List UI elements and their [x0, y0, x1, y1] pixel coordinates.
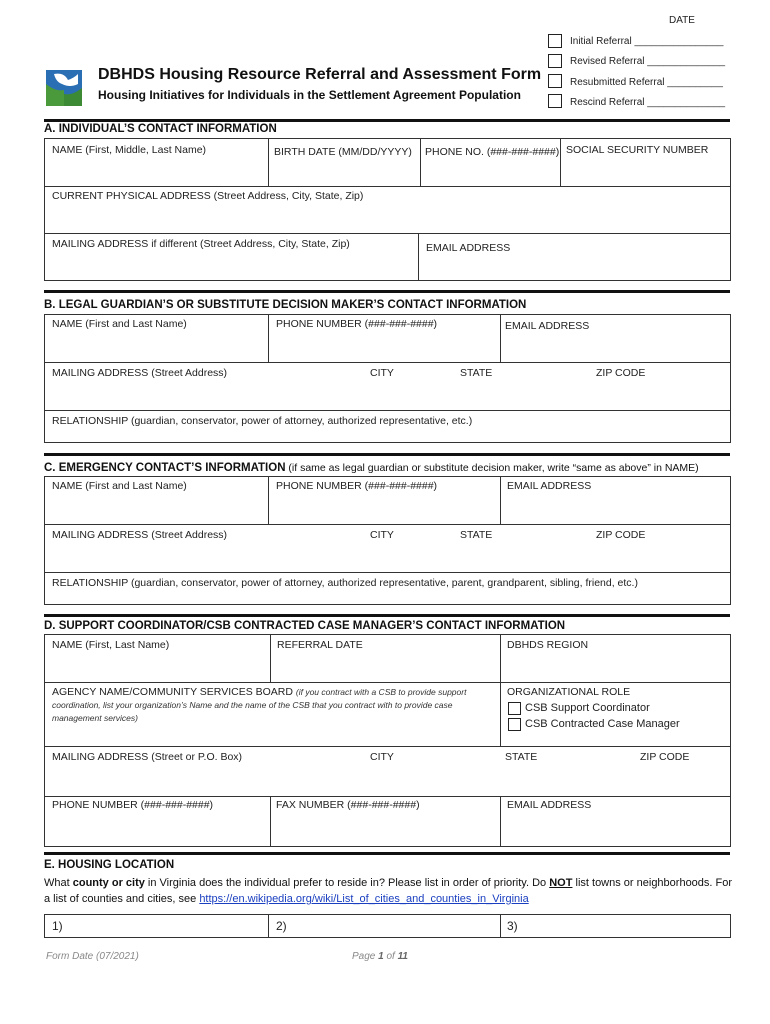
divider	[44, 186, 731, 187]
housing-choices-table	[44, 914, 731, 938]
emergency-city-field[interactable]: CITY	[370, 529, 394, 541]
emergency-email-field[interactable]: EMAIL ADDRESS	[507, 480, 592, 492]
csb-contracted-case-manager-label: CSB Contracted Case Manager	[525, 718, 680, 730]
instructions-text: in Virginia does the individual prefer to reside in? Please list in order of priority. Do	[144, 877, 550, 889]
divider	[268, 914, 269, 938]
page-number	[352, 951, 408, 962]
section-e-heading: E. HOUSING LOCATION	[44, 859, 175, 871]
emergency-relationship-field[interactable]: RELATIONSHIP (guardian, conservator, power of attorney, authorized representative, parent, grandparent, sibling, friend, etc.)	[52, 577, 638, 589]
divider	[500, 314, 501, 362]
individual-email-field[interactable]: EMAIL ADDRESS	[426, 242, 511, 254]
emergency-state-field[interactable]: STATE	[460, 529, 493, 541]
coordinator-city-field[interactable]: CITY	[370, 751, 394, 763]
csb-support-coordinator-label: CSB Support Coordinator	[525, 702, 650, 714]
divider	[44, 572, 731, 573]
divider	[270, 796, 271, 847]
csb-support-coordinator-checkbox[interactable]	[508, 702, 521, 715]
resubmitted-referral-checkbox[interactable]	[548, 74, 562, 88]
revised-referral-label: Revised Referral ______________	[570, 56, 726, 67]
divider	[420, 138, 421, 186]
coordinator-zip-field[interactable]: ZIP CODE	[640, 751, 690, 763]
guardian-mailing-field[interactable]: MAILING ADDRESS (Street Address)	[52, 367, 228, 379]
divider	[270, 634, 271, 682]
agency-name-field[interactable]	[52, 686, 496, 725]
guardian-city-field[interactable]: CITY	[370, 367, 394, 379]
coordinator-state-field[interactable]: STATE	[505, 751, 538, 763]
divider	[44, 746, 731, 747]
guardian-relationship-field[interactable]: RELATIONSHIP (guardian, conservator, power of attorney, authorized representative, etc.)	[52, 415, 473, 427]
divider	[268, 476, 269, 524]
divider	[268, 314, 269, 362]
coordinator-email-field[interactable]: EMAIL ADDRESS	[507, 799, 592, 811]
individual-phone-field[interactable]: PHONE NO. (###-###-####)	[425, 146, 560, 158]
individual-physical-address-field[interactable]: CURRENT PHYSICAL ADDRESS (Street Address, City, State, Zip)	[52, 190, 364, 202]
section-a-heading: A. INDIVIDUAL’S CONTACT INFORMATION	[44, 123, 277, 135]
section-d-rule	[44, 614, 730, 617]
coordinator-fax-field[interactable]: FAX NUMBER (###-###-####)	[276, 799, 420, 811]
instructions-text: list towns or neighborhoods. For a list of counties and cities, see	[44, 877, 733, 905]
section-c-note: (if same as legal guardian or substitute decision maker, write “same as above” in NAME)	[285, 462, 699, 474]
not-emphasis: NOT	[549, 877, 573, 889]
guardian-name-field[interactable]: NAME (First and Last Name)	[52, 318, 187, 330]
instructions-text: What	[44, 877, 73, 889]
revised-referral-checkbox[interactable]	[548, 54, 562, 68]
page-total: 11	[397, 951, 408, 962]
referral-date-field[interactable]: REFERRAL DATE	[277, 639, 363, 651]
county-or-city-emphasis: county or city	[72, 877, 145, 889]
form-date: Form Date (07/2021)	[46, 951, 139, 962]
section-e-rule	[44, 852, 730, 855]
section-b-rule	[44, 290, 730, 293]
section-d-heading: D. SUPPORT COORDINATOR/CSB CONTRACTED CASE MANAGER’S CONTACT INFORMATION	[44, 620, 566, 632]
section-a-rule	[44, 119, 730, 122]
section-c-rule	[44, 453, 730, 456]
divider	[268, 138, 269, 186]
wikipedia-link[interactable]: https://en.wikipedia.org/wiki/List_of_cities_and_counties_in_Virginia	[199, 893, 529, 905]
resubmitted-referral-label: Resubmitted Referral __________	[570, 77, 723, 88]
housing-choice-2-field[interactable]: 2)	[276, 919, 287, 933]
org-role-label: ORGANIZATIONAL ROLE	[507, 686, 631, 698]
divider	[500, 796, 501, 847]
guardian-email-field[interactable]: EMAIL ADDRESS	[505, 320, 590, 332]
section-c-heading	[44, 462, 699, 474]
individual-birth-date-field[interactable]: BIRTH DATE (MM/DD/YYYY)	[274, 146, 412, 158]
housing-choice-3-field[interactable]: 3)	[507, 919, 518, 933]
section-d-table	[44, 634, 731, 847]
dbhds-logo-icon	[46, 70, 82, 106]
coordinator-mailing-field[interactable]: MAILING ADDRESS (Street or P.O. Box)	[52, 751, 243, 763]
date-label: DATE	[669, 15, 695, 26]
individual-name-field[interactable]: NAME (First, Middle, Last Name)	[52, 144, 207, 156]
divider	[500, 476, 501, 524]
divider	[418, 233, 419, 281]
initial-referral-label: Initial Referral ________________	[570, 36, 724, 47]
divider	[44, 682, 731, 683]
housing-choice-1-field[interactable]: 1)	[52, 919, 63, 933]
divider	[44, 362, 731, 363]
divider	[500, 914, 501, 938]
divider	[500, 634, 501, 746]
section-a-table	[44, 138, 731, 281]
individual-ssn-field[interactable]: SOCIAL SECURITY NUMBER	[566, 144, 709, 156]
divider	[44, 524, 731, 525]
agency-note: (if you contract with a CSB to provide support coordination, list your organization’s Name and the name of the CSB that you contract with to provide case management services)	[52, 687, 467, 723]
emergency-phone-field[interactable]: PHONE NUMBER (###-###-####)	[276, 480, 438, 492]
page-mid: of	[383, 951, 398, 962]
guardian-state-field[interactable]: STATE	[460, 367, 493, 379]
divider	[44, 410, 731, 411]
page-prefix: Page	[352, 951, 379, 962]
divider	[560, 138, 561, 186]
csb-contracted-case-manager-checkbox[interactable]	[508, 718, 521, 731]
dbhds-region-field[interactable]: DBHDS REGION	[507, 639, 589, 651]
page-current: 1	[378, 951, 384, 962]
form-subtitle: Housing Initiatives for Individuals in the Settlement Agreement Population	[98, 88, 521, 102]
section-b-heading: B. LEGAL GUARDIAN’S OR SUBSTITUTE DECISION MAKER’S CONTACT INFORMATION	[44, 299, 527, 311]
divider	[44, 233, 731, 234]
divider	[44, 796, 731, 797]
rescind-referral-label: Rescind Referral ______________	[570, 97, 726, 108]
emergency-mailing-field[interactable]: MAILING ADDRESS (Street Address)	[52, 529, 228, 541]
initial-referral-checkbox[interactable]	[548, 34, 562, 48]
coordinator-name-field[interactable]: NAME (First, Last Name)	[52, 639, 170, 651]
guardian-zip-field[interactable]: ZIP CODE	[596, 367, 646, 379]
agency-label: AGENCY NAME/COMMUNITY SERVICES BOARD	[52, 686, 293, 698]
guardian-phone-field[interactable]: PHONE NUMBER (###-###-####)	[276, 318, 438, 330]
emergency-zip-field[interactable]: ZIP CODE	[596, 529, 646, 541]
individual-mailing-address-field[interactable]: MAILING ADDRESS if different (Street Address, City, State, Zip)	[52, 238, 350, 250]
rescind-referral-checkbox[interactable]	[548, 94, 562, 108]
form-title: DBHDS Housing Resource Referral and Assessment Form	[98, 66, 542, 83]
section-c-title: C. EMERGENCY CONTACT’S INFORMATION	[44, 462, 286, 474]
coordinator-phone-field[interactable]: PHONE NUMBER (###-###-####)	[52, 799, 214, 811]
emergency-name-field[interactable]: NAME (First and Last Name)	[52, 480, 187, 492]
housing-instructions	[44, 875, 734, 907]
